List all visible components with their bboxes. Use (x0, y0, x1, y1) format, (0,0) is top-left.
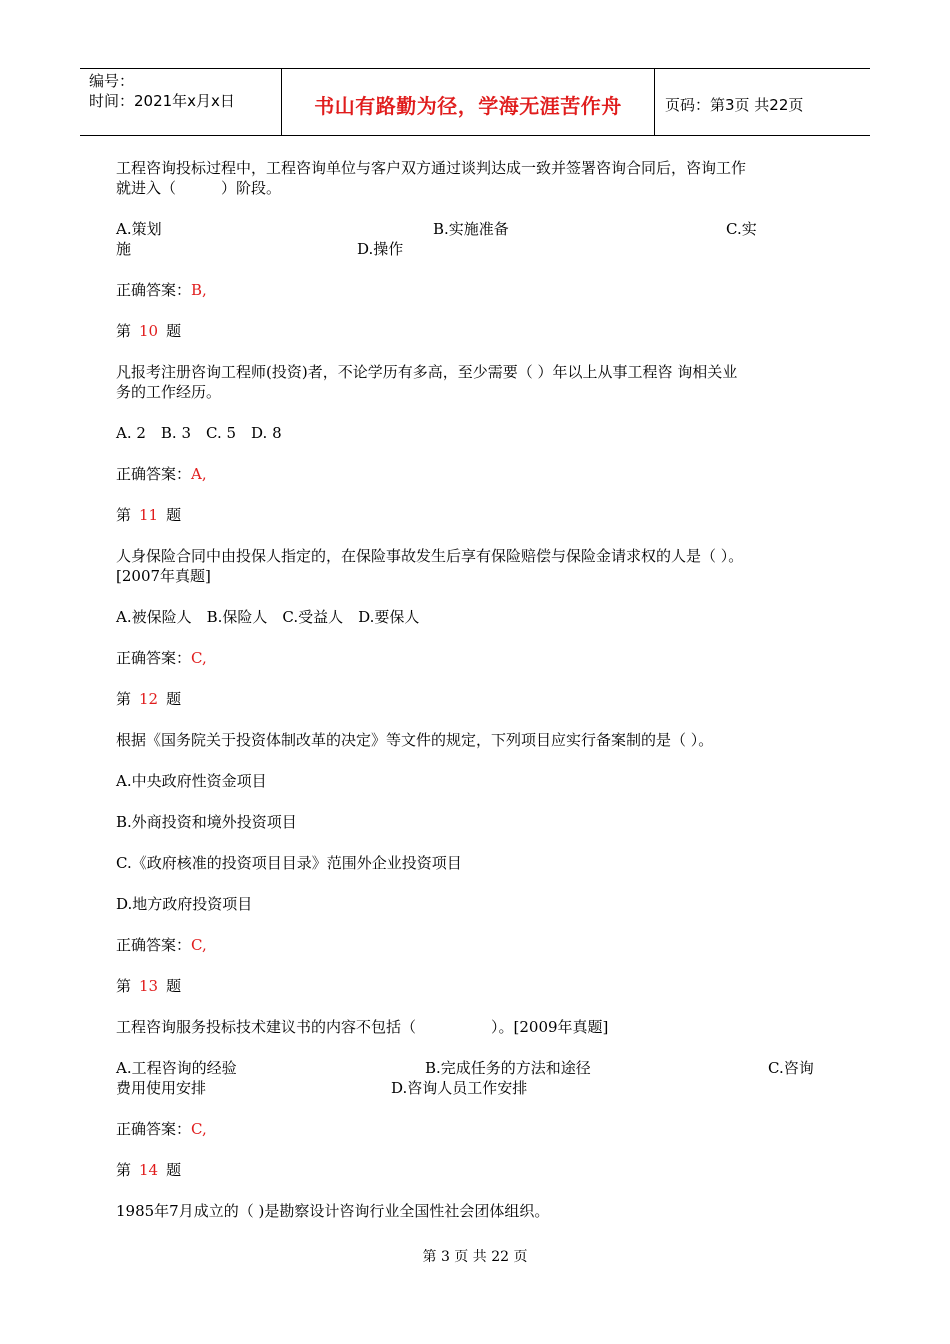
question-9-option-b: B.实施准备 (433, 220, 509, 238)
question-11-line1: 人身保险合同中由投保人指定的，在保险事故发生后享有保险赔偿与保险金请求权的人是（ ）。 (116, 547, 744, 565)
question-13-option-c: C.咨询 (768, 1059, 814, 1077)
answer-value: C, (191, 649, 207, 667)
question-number: 10 (139, 322, 159, 340)
question-number: 11 (139, 506, 159, 524)
page-header (80, 68, 870, 136)
page-info: 页码：第3页 共22页 (665, 95, 804, 114)
question-number-suffix: 题 (166, 977, 182, 995)
question-12-option-c: C.《政府核准的投资项目目录》范围外企业投资项目 (116, 854, 462, 872)
answer-label: 正确答案： (116, 1120, 192, 1138)
question-10-line2: 务的工作经历。 (116, 383, 222, 401)
question-13-text: 工程咨询服务投标技术建议书的内容不包括（ ）。[2009年真题] (116, 1018, 609, 1036)
document-body (116, 158, 828, 1242)
answer-label: 正确答案： (116, 281, 192, 299)
question-12-answer (116, 935, 828, 955)
question-number-suffix: 题 (166, 506, 182, 524)
time-label: 时间：2021年x月x日 (89, 92, 235, 110)
question-14-text: 1985年7月成立的（ )是勘察设计咨询行业全国性社会团体组织。 (116, 1202, 550, 1220)
question-11-options: A.被保险人 B.保险人 C.受益人 D.要保人 (116, 608, 420, 626)
question-13-number (116, 976, 828, 996)
answer-label: 正确答案： (116, 465, 192, 483)
question-12-option-a: A.中央政府性资金项目 (116, 772, 267, 790)
header-page-info (655, 69, 870, 135)
answer-label: 正确答案： (116, 649, 192, 667)
question-number-suffix: 题 (166, 322, 182, 340)
question-9-answer (116, 280, 828, 300)
number-label: 编号： (89, 72, 135, 90)
question-13-options (116, 1058, 828, 1098)
question-11-line2: [2007年真题] (116, 567, 211, 585)
answer-value: C, (191, 936, 207, 954)
question-9-option-c-cont: 施 (116, 240, 132, 258)
question-number-prefix: 第 (116, 322, 132, 340)
question-number: 13 (139, 977, 159, 995)
question-11-text (116, 546, 828, 586)
question-13-option-b: B.完成任务的方法和途径 (425, 1059, 591, 1077)
footer-page-number: 第 3 页 共 22 页 (422, 1249, 528, 1265)
question-12-number (116, 689, 828, 709)
question-number-prefix: 第 (116, 690, 132, 708)
question-number: 14 (139, 1161, 159, 1179)
question-10-line1: 凡报考注册咨询工程师(投资)者，不论学历有多高，至少需要（ ）年以上从事工程咨 询相关业 (116, 363, 738, 381)
question-number-suffix: 题 (166, 1161, 182, 1179)
question-13-option-a: A.工程咨询的经验 (116, 1059, 237, 1077)
answer-label: 正确答案： (116, 936, 192, 954)
header-meta (80, 69, 282, 135)
question-12-option-b: B.外商投资和境外投资项目 (116, 813, 297, 831)
question-10-text (116, 362, 828, 402)
question-9-option-a: A.策划 (116, 220, 162, 238)
question-number-suffix: 题 (166, 690, 182, 708)
question-10-number (116, 321, 828, 341)
header-motto: 书山有路勤为径，学海无涯苦作舟 (314, 93, 622, 118)
question-number-prefix: 第 (116, 977, 132, 995)
question-number-prefix: 第 (116, 1161, 132, 1179)
question-12-text: 根据《国务院关于投资体制改革的决定》等文件的规定，下列项目应实行备案制的是（ ）。 (116, 731, 714, 749)
question-14-number (116, 1160, 828, 1180)
question-11-number (116, 505, 828, 525)
question-10-answer (116, 464, 828, 484)
question-number-prefix: 第 (116, 506, 132, 524)
page-footer (0, 1246, 950, 1266)
question-10-options: A. 2 B. 3 C. 5 D. 8 (116, 424, 282, 442)
question-9-option-c: C.实 (726, 220, 757, 238)
answer-value: A, (191, 465, 207, 483)
question-13-option-d: D.咨询人员工作安排 (391, 1079, 528, 1097)
question-13-option-c-cont: 费用使用安排 (116, 1079, 207, 1097)
question-9-line1: 工程咨询投标过程中，工程咨询单位与客户双方通过谈判达成一致并签署咨询合同后，咨询工作 (116, 159, 747, 177)
question-13-answer (116, 1119, 828, 1139)
header-motto-cell (282, 69, 655, 135)
question-9-options (116, 219, 828, 259)
question-11-answer (116, 648, 828, 668)
question-9-option-d: D.操作 (357, 240, 404, 258)
question-number: 12 (139, 690, 159, 708)
question-9-text (116, 158, 828, 198)
question-9-line2: 就进入（ ）阶段。 (116, 179, 282, 197)
answer-value: B, (191, 281, 207, 299)
question-12-option-d: D.地方政府投资项目 (116, 895, 253, 913)
answer-value: C, (191, 1120, 207, 1138)
